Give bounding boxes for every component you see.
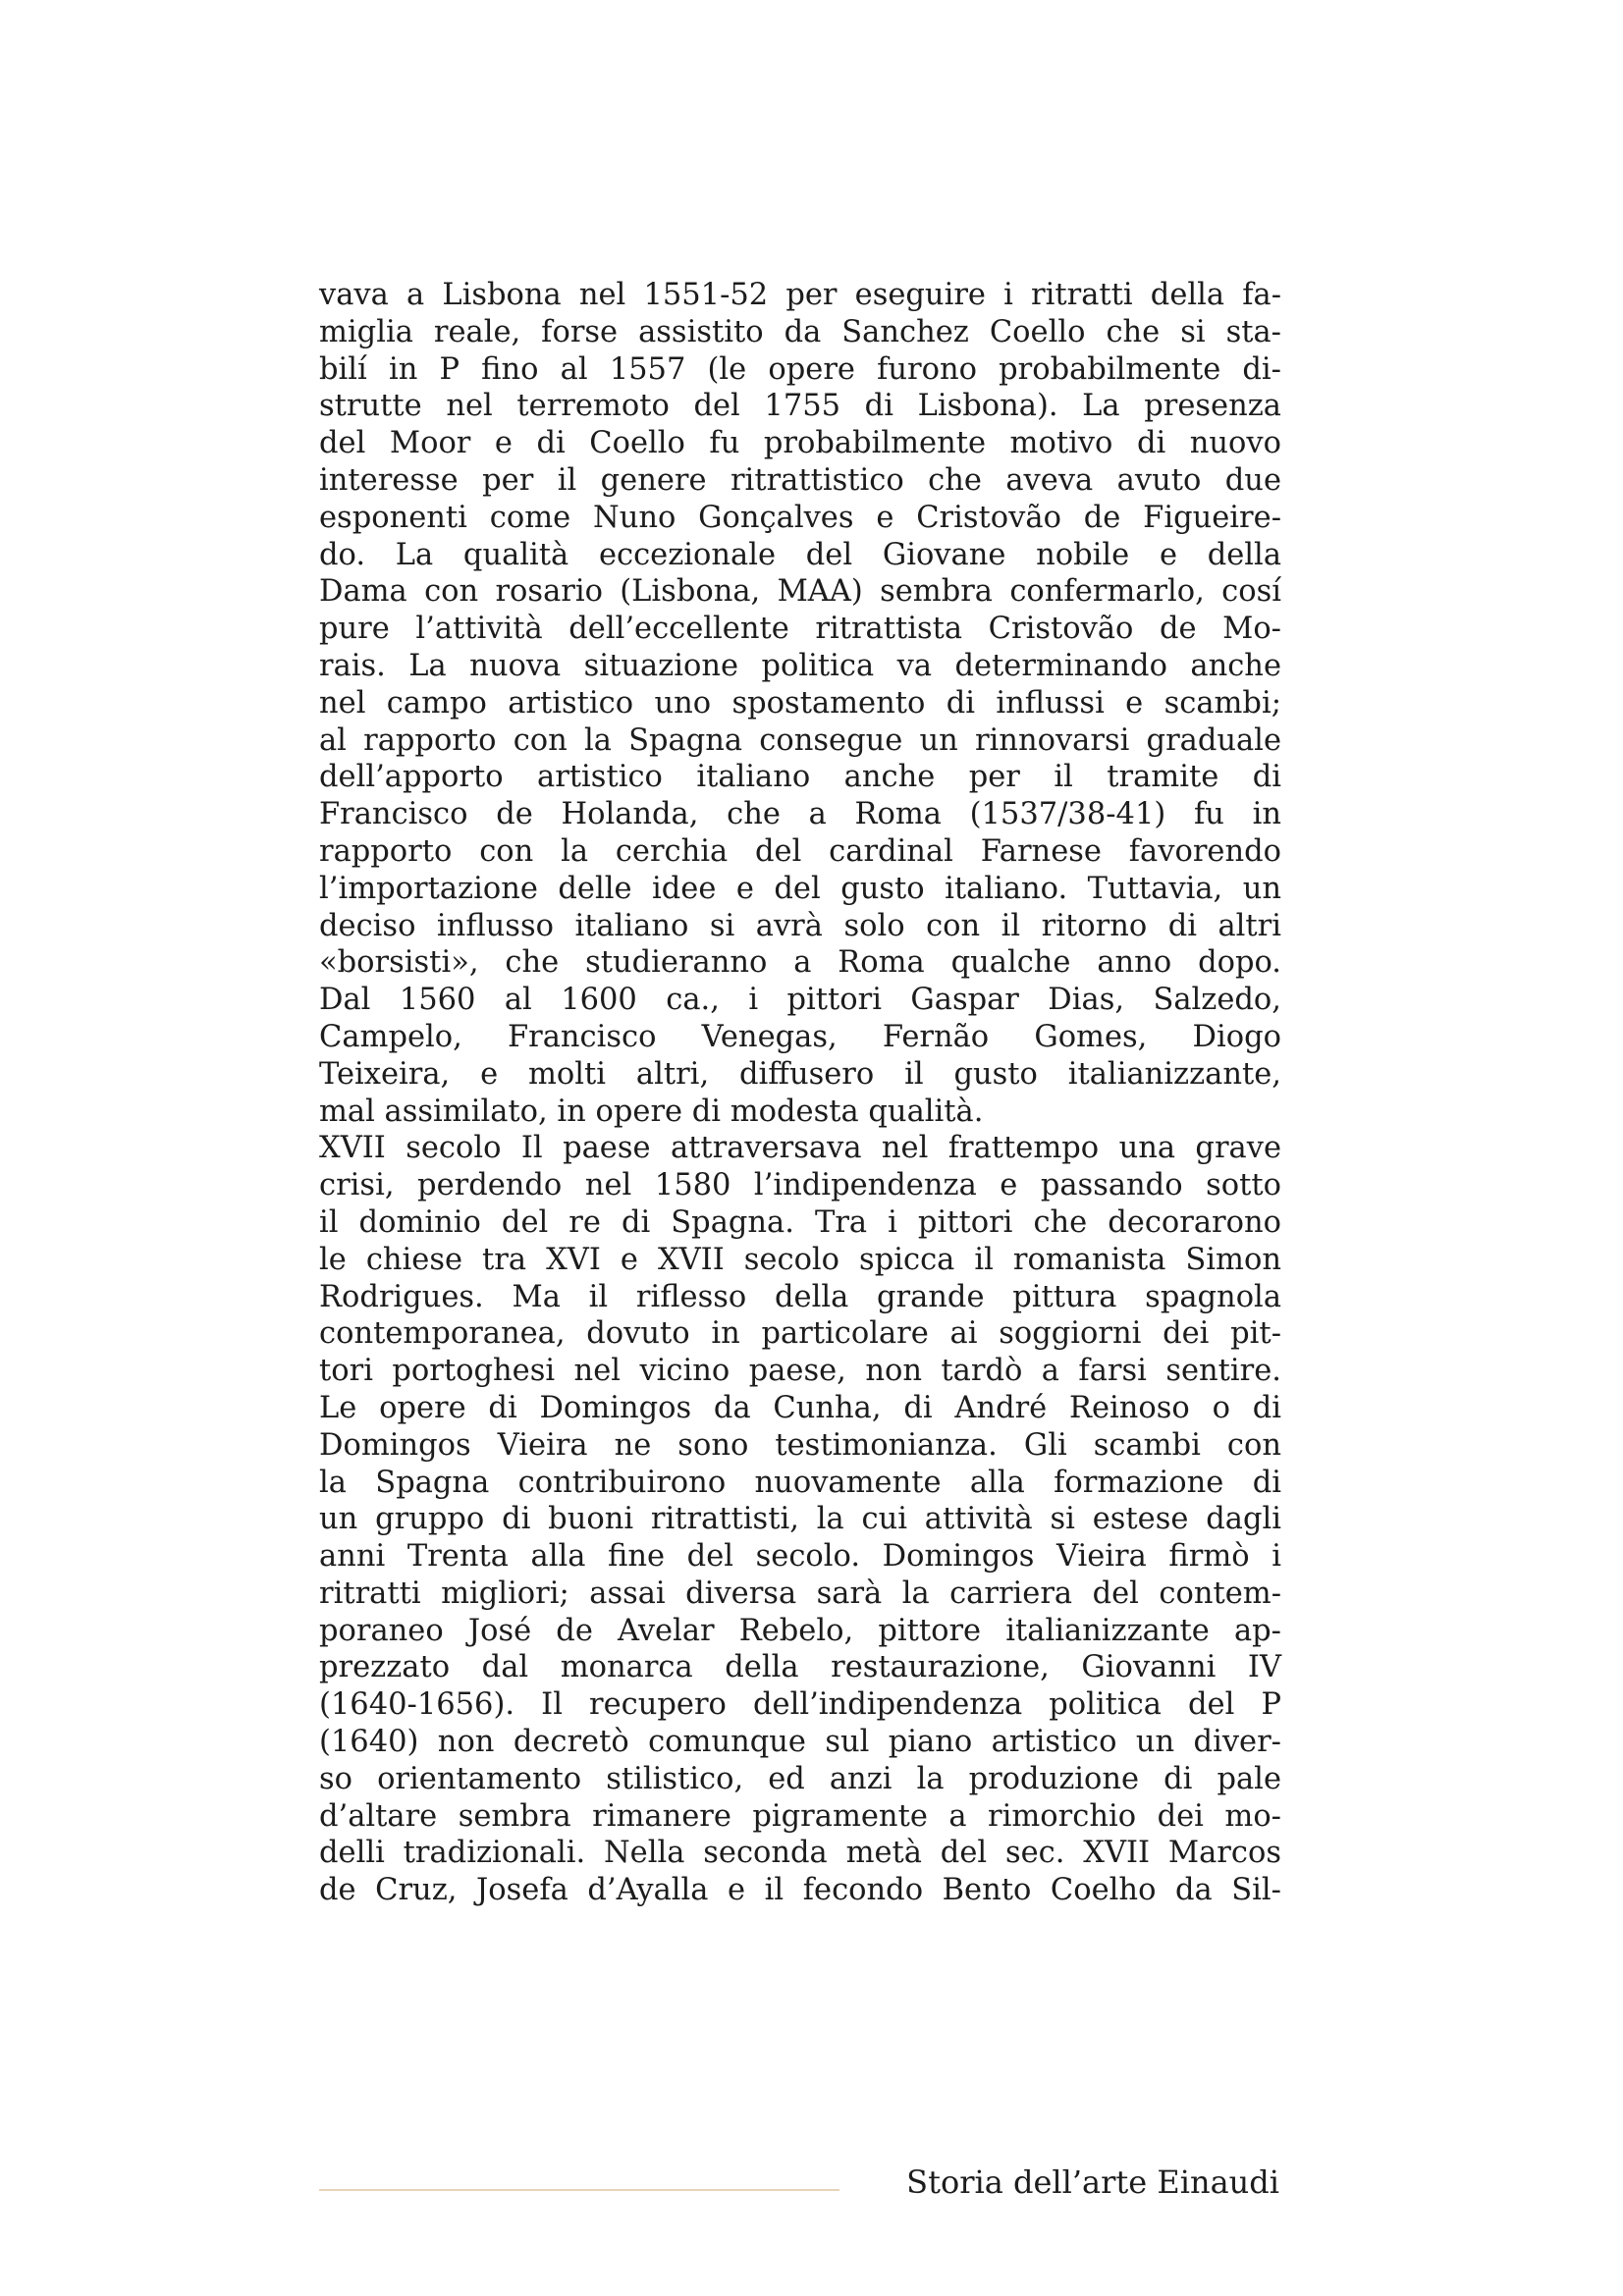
text-line: rapporto con la cerchia del cardinal Farnese favorendo: [319, 833, 1281, 869]
text-line: anni Trenta alla fine del secolo. Domingos Vieira firmò i: [319, 1539, 1281, 1575]
text-line: l’importazione delle idee e del gusto italiano. Tuttavia, un: [319, 871, 1281, 906]
text-line: poraneo José de Avelar Rebelo, pittore italianizzante ap-: [319, 1613, 1281, 1648]
text-line: ritratti migliori; assai diversa sarà la carriera del contem-: [319, 1575, 1281, 1611]
text-line: Domingos Vieira ne sono testimonianza. Gli scambi con: [319, 1427, 1281, 1463]
body-text: [319, 277, 1281, 1909]
text-line: Teixeira, e molti altri, diffusero il gusto italianizzante,: [319, 1056, 1281, 1092]
text-line: un gruppo di buoni ritrattisti, la cui attività si estese dagli: [319, 1502, 1281, 1537]
text-line: le chiese tra XVI e XVII secolo spicca il romanista Simon: [319, 1242, 1281, 1277]
text-line: strutte nel terremoto del 1755 di Lisbona). La presenza: [319, 389, 1281, 424]
text-line: del Moor e di Coello fu probabilmente motivo di nuovo: [319, 426, 1281, 461]
text-line: Campelo, Francisco Venegas, Fernão Gomes, Diogo: [319, 1019, 1281, 1054]
text-line: crisi, perdendo nel 1580 l’indipendenza e passando sotto: [319, 1168, 1281, 1203]
text-line: (1640-1656). Il recupero dell’indipendenza politica del P: [319, 1687, 1281, 1723]
text-line: bilí in P fino al 1557 (le opere furono probabilmente di-: [319, 351, 1281, 387]
text-line: tori portoghesi nel vicino paese, non tardò a farsi sentire.: [319, 1354, 1281, 1389]
text-line: rais. La nuova situazione politica va determinando anche: [319, 648, 1281, 683]
text-line: Rodrigues. Ma il riflesso della grande pittura spagnola: [319, 1279, 1281, 1314]
text-line: contemporanea, dovuto in particolare ai soggiorni dei pit-: [319, 1316, 1281, 1352]
text-line: Francisco de Holanda, che a Roma (1537/38-41) fu in: [319, 797, 1281, 832]
text-line: pure l’attività dell’eccellente ritrattista Cristovão de Mo-: [319, 612, 1281, 647]
text-line: Le opere di Domingos da Cunha, di André Reinoso o di: [319, 1390, 1281, 1425]
text-line: dell’apporto artistico italiano anche per il tramite di: [319, 760, 1281, 795]
text-line: il dominio del re di Spagna. Tra i pittori che decorarono: [319, 1204, 1281, 1240]
text-line: vava a Lisbona nel 1551-52 per eseguire i ritratti della fa-: [319, 278, 1281, 312]
text-line: deciso influsso italiano si avrà solo con il ritorno di altri: [319, 908, 1281, 943]
text-line: mal assimilato, in opere di modesta qualità.: [319, 1094, 984, 1129]
footer-title: Storia dell’arte Einaudi: [906, 2163, 1279, 2201]
text-line: XVII secolo Il paese attraversava nel frattempo una grave: [319, 1131, 1281, 1166]
text-line: nel campo artistico uno spostamento di influssi e scambi;: [319, 685, 1281, 721]
text-line: miglia reale, forse assistito da Sanchez Coello che si sta-: [319, 314, 1281, 349]
text-line: d’altare sembra rimanere pigramente a rimorchio dei mo-: [319, 1798, 1281, 1834]
text-line: al rapporto con la Spagna consegue un rinnovarsi graduale: [319, 722, 1281, 758]
footer-rule: [319, 2189, 839, 2191]
text-line: so orientamento stilistico, ed anzi la produzione di pale: [319, 1761, 1281, 1796]
text-line: (1640) non decretò comunque sul piano artistico un diver-: [319, 1725, 1281, 1760]
text-line: delli tradizionali. Nella seconda metà del sec. XVII Marcos: [319, 1836, 1281, 1871]
text-line: prezzato dal monarca della restaurazione, Giovanni IV: [319, 1650, 1281, 1685]
text-line: Dama con rosario (Lisbona, MAA) sembra confermarlo, cosí: [319, 574, 1281, 610]
text-line: de Cruz, Josefa d’Ayalla e il fecondo Bento Coelho da Sil-: [319, 1873, 1281, 1908]
text-line: esponenti come Nuno Gonçalves e Cristovão de Figueire-: [319, 500, 1281, 535]
text-line: do. La qualità eccezionale del Giovane nobile e della: [319, 537, 1281, 572]
text-line: Dal 1560 al 1600 ca., i pittori Gaspar Dias, Salzedo,: [319, 983, 1281, 1018]
text-line: «borsisti», che studieranno a Roma qualche anno dopo.: [319, 945, 1281, 981]
text-line: la Spagna contribuirono nuovamente alla formazione di: [319, 1465, 1281, 1500]
text-line: interesse per il genere ritrattistico che aveva avuto due: [319, 462, 1281, 498]
